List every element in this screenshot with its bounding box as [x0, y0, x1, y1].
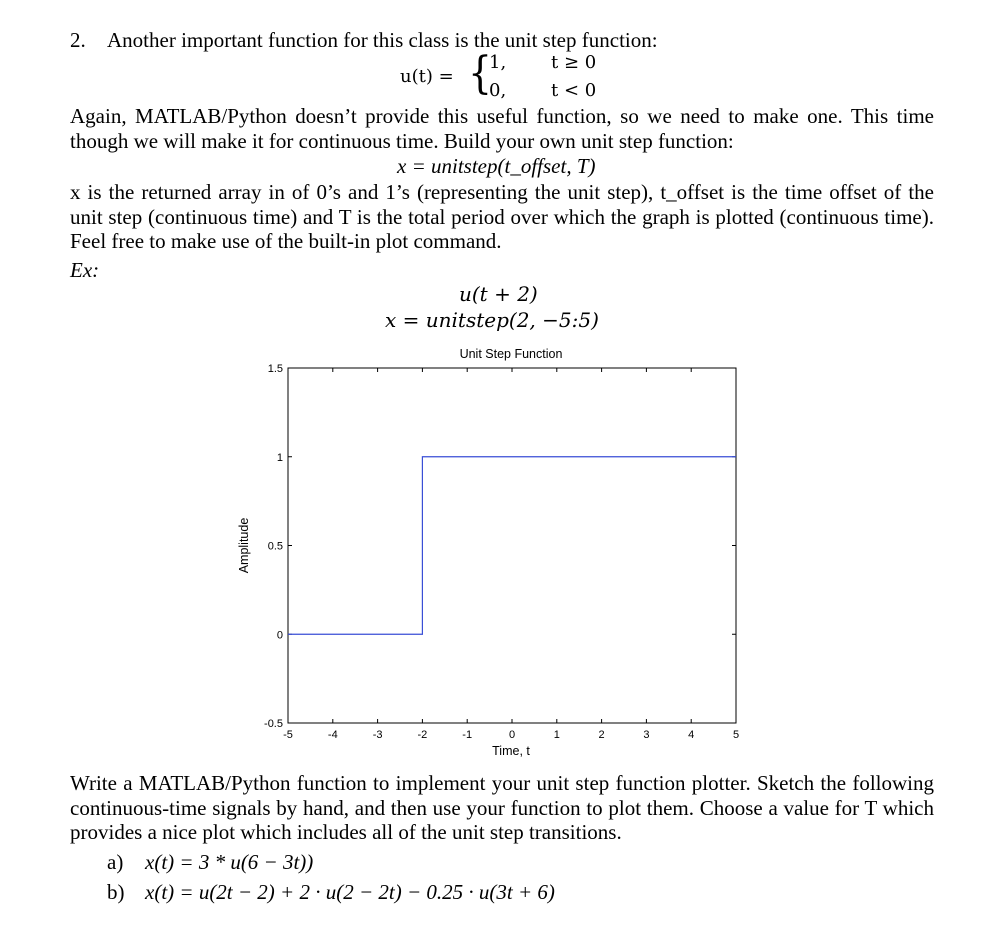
- function-signature: x = unitstep(t_offset, T): [397, 154, 596, 178]
- case2-value: 0,: [489, 80, 507, 101]
- x-tick-label: -1: [462, 729, 473, 741]
- y-tick-label: 1: [276, 451, 283, 464]
- example-expression: u(t + 2): [459, 282, 538, 306]
- case1-condition: t ≥ 0: [551, 52, 597, 73]
- plot-frame: [288, 368, 736, 723]
- y-tick-label: 1.5: [267, 363, 283, 375]
- y-tick-label: -0.5: [264, 718, 283, 730]
- chart-title: Unit Step Function: [459, 347, 563, 361]
- unit-step-chart: [230, 340, 750, 760]
- case1-value: 1,: [489, 52, 507, 73]
- x-tick-label: -3: [372, 729, 383, 741]
- example-label: Ex:: [70, 258, 100, 282]
- definition-lhs: u(t) =: [400, 66, 454, 87]
- x-tick-label: 5: [732, 729, 740, 741]
- x-tick-label: -5: [283, 729, 293, 741]
- x-tick-label: 2: [598, 729, 605, 741]
- x-tick-label: 3: [643, 729, 650, 741]
- problem-number: 2.: [70, 28, 86, 52]
- x-tick-label: 1: [553, 729, 560, 741]
- y-tick-label: 0.5: [267, 540, 283, 553]
- problem-intro: Another important function for this class is the unit step function:: [107, 28, 658, 52]
- y-tick-label: 0: [276, 629, 283, 642]
- part-a-label: a): [107, 850, 124, 874]
- paragraph-description: x is the returned array in of 0’s and 1’s (representing the unit step), t_offset is the time offset of the unit step (continuous time) and T is the total period over which the graph is plotted (continuous time). Feel free to make use of the built-in plot command.: [70, 180, 934, 254]
- x-tick-label: 0: [508, 729, 516, 741]
- paragraph-intro: Again, MATLAB/Python doesn’t provide this useful function, so we need to make one. This time though we will make it for continuous time. Build your own unit step function:: [70, 104, 934, 153]
- y-axis-label: Amplitude: [237, 517, 251, 574]
- x-tick-label: 4: [688, 729, 695, 741]
- left-brace-icon: {: [468, 48, 492, 99]
- part-b-expression: x(t) = u(2t − 2) + 2 · u(2 − 2t) − 0.25 · u(3t + 6): [145, 880, 555, 904]
- part-a-expression: x(t) = 3 * u(6 − 3t)): [145, 850, 314, 874]
- paragraph-task: Write a MATLAB/Python function to implement your unit step function plotter. Sketch the following continuous-time signals by hand, and then use your function to plot them. Choose a value for T which provides a nice plot which includes all of the unit step transitions.: [70, 771, 934, 845]
- case2-condition: t < 0: [551, 80, 597, 101]
- example-call: x = unitstep(2, −5:5): [385, 308, 599, 332]
- part-b-label: b): [107, 880, 125, 904]
- x-tick-label: -4: [327, 729, 338, 741]
- x-axis-label: Time, t: [492, 744, 530, 758]
- x-tick-label: -2: [417, 729, 428, 741]
